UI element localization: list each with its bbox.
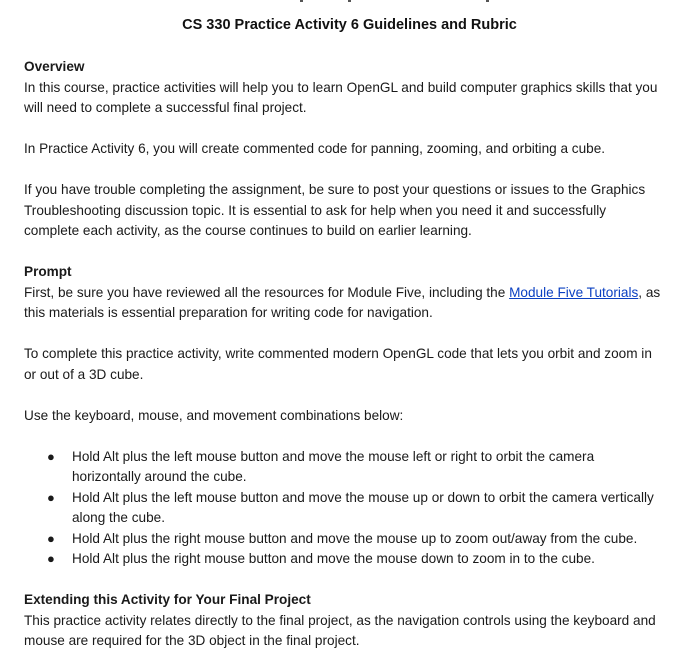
bullet-icon: ● [47, 530, 55, 546]
controls-bullet-list [24, 447, 664, 570]
extending-paragraph-1: This practice activity relates directly to the final project, as the navigation controls using the keyboard and mouse are required for the 3D object in the final project. [24, 612, 656, 648]
list-item-text: Hold Alt plus the left mouse button and move the mouse left or right to orbit the camera horizontally around the cube. [72, 448, 595, 484]
prompt-paragraph-1 [24, 283, 664, 324]
bullet-icon: ● [47, 551, 55, 566]
overview-heading: Overview [24, 59, 85, 74]
document-title: CS 330 Practice Activity 6 Guidelines and Rubric [182, 17, 517, 33]
prompt-paragraph-1-end: , as this materials is essential preparation for writing code for navigation. [24, 284, 661, 320]
overview-paragraph-2: In Practice Activity 6, you will create commented code for panning, zooming, and orbiting a cube. [24, 141, 606, 156]
document-body [24, 57, 664, 652]
cropped-top-edge [0, 0, 699, 3]
list-item [24, 447, 664, 488]
list-item [24, 488, 664, 529]
list-item-text: Hold Alt plus the right mouse button and move the mouse up to zoom out/away from the cube. [72, 530, 638, 546]
list-item-text: Hold Alt plus the right mouse button and move the mouse down to zoom in to the cube. [72, 551, 595, 566]
extending-heading: Extending this Activity for Your Final Project [24, 592, 311, 607]
overview-paragraph-3: If you have trouble completing the assignment, be sure to post your questions or issues to the Graphics Troubleshooting discussion topic. It is essential to ask for help when you need it and successfully complete each activity, as the course continues to build on earlier learning. [24, 182, 646, 238]
prompt-paragraph-1-start: First, be sure you have reviewed all the resources for Module Five, including the [24, 284, 510, 300]
bullet-icon: ● [47, 448, 55, 464]
bullet-icon: ● [47, 489, 55, 505]
list-item [24, 549, 664, 570]
module-five-tutorials-link[interactable]: Module Five Tutorials [509, 284, 639, 300]
prompt-heading: Prompt [24, 264, 72, 279]
list-item [24, 529, 664, 550]
list-item-text: Hold Alt plus the left mouse button and move the mouse up or down to orbit the camera vertically along the cube. [72, 489, 654, 525]
prompt-paragraph-3: Use the keyboard, mouse, and movement combinations below: [24, 407, 404, 423]
prompt-paragraph-2: To complete this practice activity, write commented modern OpenGL code that lets you orbit and zoom in or out of a 3D cube. [24, 346, 652, 382]
overview-paragraph-1: In this course, practice activities will help you to learn OpenGL and build computer graphics skills that you will need to complete a successful final project. [24, 79, 658, 115]
